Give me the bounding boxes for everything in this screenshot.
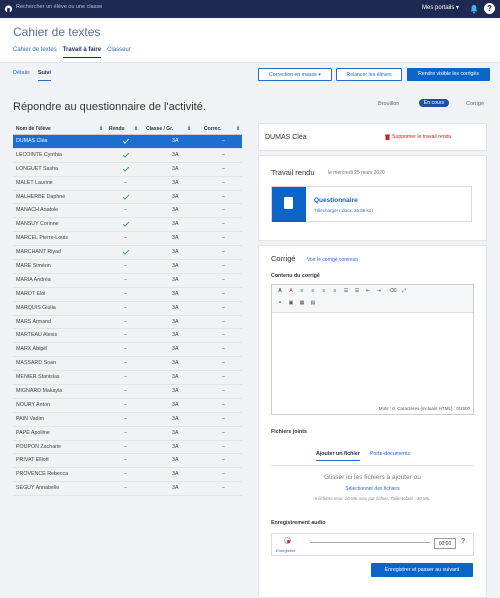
table-row[interactable] — [13, 163, 242, 177]
table-row[interactable] — [13, 218, 242, 232]
table-row[interactable] — [13, 260, 242, 274]
correction-cell: – — [222, 374, 225, 381]
table-row[interactable] — [13, 468, 242, 482]
correction-cell: – — [222, 443, 225, 450]
tab-travail-a-faire[interactable]: Travail à faire — [63, 47, 101, 58]
rendu-cell: – — [124, 443, 127, 450]
student-name-cell: MARS Armand — [16, 318, 52, 325]
drop-text: Glisser ici les fichiers à ajouter ou — [324, 474, 421, 481]
table-row[interactable] — [13, 232, 242, 246]
align-left-icon[interactable]: ≡ — [300, 288, 304, 294]
student-name-cell: MENIER Stanislas — [16, 374, 60, 381]
clear-format-icon[interactable]: ⌫ — [389, 288, 397, 294]
table-row[interactable] — [13, 288, 242, 302]
rendu-cell: – — [124, 304, 127, 311]
activity-title: Répondre au questionnaire de l'activité. — [13, 101, 206, 113]
table-row[interactable] — [13, 149, 242, 163]
col-rendu-header[interactable]: Rendu — [109, 126, 125, 132]
tab-porte-documents[interactable]: Porte-documents — [369, 451, 411, 457]
audio-recorder — [271, 533, 474, 556]
correction-cell: – — [222, 471, 225, 478]
correction-cell: – — [222, 263, 225, 270]
rendu-cell: – — [124, 318, 127, 325]
class-cell: 3A — [172, 290, 179, 297]
student-name-cell: MARX Abigël — [16, 346, 48, 353]
rendu-cell: – — [124, 388, 127, 395]
table-row[interactable] — [13, 413, 242, 427]
class-cell: 3A — [172, 485, 179, 492]
rendu-cell: – — [124, 179, 127, 186]
rendu-cell: – — [124, 332, 127, 339]
check-icon — [121, 135, 130, 148]
search-input[interactable]: Rechercher un élève ou une classe — [16, 4, 103, 10]
select-files-link[interactable]: Sélectionner des fichiers — [345, 486, 400, 492]
work-title: Travail rendu — [271, 168, 315, 177]
class-cell: 3A — [172, 138, 179, 144]
view-common-link[interactable]: Voir le corrigé commun — [307, 257, 359, 263]
table-row[interactable] — [13, 427, 242, 441]
detail-pane — [258, 123, 487, 598]
correction-cell: – — [222, 235, 225, 242]
student-name-cell: MARIA Andréa — [16, 276, 51, 283]
table-row[interactable] — [13, 329, 242, 343]
tab-add-file[interactable]: Ajouter un fichier — [316, 451, 360, 461]
font-size-icon[interactable]: A — [278, 288, 282, 294]
class-cell: 3A — [172, 221, 179, 228]
class-cell: 3A — [172, 457, 179, 464]
student-name-cell: MAROT Eloi — [16, 290, 46, 297]
student-name-cell: LONGUET Sasha — [16, 165, 58, 172]
student-name-cell: MASSARD Soan — [16, 360, 57, 367]
rendu-cell: – — [124, 207, 127, 214]
tab-suivi[interactable]: Suivi — [38, 70, 51, 81]
table-row[interactable] — [13, 274, 242, 288]
student-name-cell: DUMAS Cléa — [16, 138, 48, 144]
corrige-title: Corrigé — [271, 254, 296, 263]
class-cell: 3A — [172, 332, 179, 339]
table-row[interactable] — [13, 135, 242, 149]
student-name: DUMAS Cléa — [265, 134, 307, 141]
file-drop-zone[interactable] — [271, 465, 474, 510]
main-tabs — [13, 47, 137, 58]
correction-cell: – — [222, 485, 225, 492]
student-name-cell: PRIVAT Elliott — [16, 457, 49, 464]
table-row[interactable] — [13, 191, 242, 205]
corrige-panel — [258, 245, 487, 598]
student-name-cell: MANACH Anatole — [16, 207, 59, 214]
superscript-icon[interactable]: ⤢ — [401, 288, 406, 294]
check-icon — [121, 218, 130, 231]
status-current-badge: En cours — [419, 99, 449, 107]
correction-cell: – — [222, 179, 225, 186]
student-name-cell: NOURY Anton — [16, 401, 50, 408]
table-row[interactable] — [13, 246, 242, 260]
correction-cell: – — [222, 429, 225, 436]
rendre-visible-corriges-button[interactable]: Rendre visible les corrigés — [407, 68, 490, 81]
table-header — [13, 123, 242, 135]
check-icon — [121, 163, 130, 176]
check-icon — [121, 191, 130, 204]
class-cell: 3A — [172, 443, 179, 450]
table-row[interactable] — [13, 399, 242, 413]
rendu-cell: – — [124, 290, 127, 297]
relancer-eleves-button[interactable]: Relancer les élèves — [336, 68, 402, 81]
student-name-cell: MIGNARD Makayla — [16, 388, 63, 395]
audio-help-icon[interactable]: ? — [461, 538, 466, 545]
table-row[interactable] — [13, 454, 242, 468]
student-name-cell: POUPON Zacharie — [16, 443, 62, 450]
student-name-cell: MALET Laurine — [16, 179, 53, 186]
student-name-cell: LECOINTE Cynthia — [16, 151, 62, 158]
tab-details[interactable]: Détails — [13, 70, 30, 76]
rendu-cell: – — [124, 415, 127, 422]
student-name-cell: MANSUY Corinne — [16, 221, 59, 228]
work-date: le mercredi 25 mars 2020 — [328, 170, 385, 176]
student-name-cell: MALHERBE Daphné — [16, 193, 66, 200]
correction-en-masse-button[interactable]: Correction en masse ▾ — [258, 68, 332, 81]
student-name-cell: MARCHANT Riyad — [16, 249, 61, 256]
rendu-cell: – — [124, 457, 127, 464]
sort-icon[interactable]: ⇕ — [187, 126, 192, 132]
class-cell: 3A — [172, 401, 179, 408]
align-center-icon[interactable]: ≡ — [311, 288, 315, 294]
top-bar — [0, 0, 500, 18]
student-name-cell: MARE Siméon — [16, 263, 51, 270]
class-cell: 3A — [172, 471, 179, 478]
correction-cell: – — [222, 276, 225, 283]
correction-cell: – — [222, 360, 225, 367]
table-body — [13, 135, 242, 496]
class-cell: 3A — [172, 346, 179, 353]
logo-icon[interactable] — [4, 4, 13, 14]
rendu-cell: – — [124, 276, 127, 283]
justify-icon[interactable]: ≡ — [333, 288, 337, 294]
correction-cell: – — [222, 221, 225, 228]
rendu-cell: – — [124, 401, 127, 408]
correction-cell: – — [222, 193, 225, 200]
class-cell: 3A — [172, 193, 179, 200]
bullet-list-icon[interactable]: ☰ — [343, 288, 349, 294]
table-row[interactable] — [13, 343, 242, 357]
rendu-cell: – — [124, 346, 127, 353]
text-color-icon[interactable]: A — [289, 288, 293, 294]
table-row[interactable] — [13, 302, 242, 316]
rendu-cell: – — [124, 360, 127, 367]
rendu-cell: – — [124, 235, 127, 242]
correction-cell: – — [222, 332, 225, 339]
page-title: Cahier de textes — [13, 25, 101, 39]
drop-hint: 5 fichiers max, 10 Mo max par fichier, Taille totale : 30 Mo. — [314, 496, 431, 501]
correction-cell: – — [222, 249, 225, 256]
student-name-cell: MARQUIS Giulia — [16, 304, 56, 311]
portals-menu[interactable]: Mes portails ▾ — [422, 5, 460, 11]
numbered-list-icon[interactable]: ☰ — [354, 288, 360, 294]
class-cell: 3A — [172, 304, 179, 311]
outdent-icon[interactable]: ⇤ — [365, 288, 371, 294]
table-row[interactable] — [13, 482, 242, 496]
table-icon[interactable]: ▦ — [299, 300, 305, 306]
table-row[interactable] — [13, 316, 242, 330]
student-header-panel — [258, 123, 487, 151]
correction-cell: – — [222, 165, 225, 172]
rich-text-editor[interactable] — [271, 284, 474, 415]
tab-cahier-de-textes[interactable]: Cahier de textes — [13, 47, 57, 53]
sort-icon[interactable]: ⇕ — [99, 126, 104, 132]
status-draft: Brouillon — [378, 101, 400, 107]
character-count: Mots : 0, Caractères (incluant HTML) : 0/1500 — [378, 406, 470, 411]
class-cell: 3A — [172, 235, 179, 242]
rendu-cell: – — [124, 429, 127, 436]
student-name-cell: MARCEL Pierre-Louis — [16, 235, 68, 242]
students-table — [13, 123, 242, 496]
page-header — [0, 18, 500, 63]
table-row[interactable] — [13, 357, 242, 371]
class-cell: 3A — [172, 429, 179, 436]
align-right-icon[interactable]: ≡ — [322, 288, 326, 294]
table-row[interactable] — [13, 385, 242, 399]
class-cell: 3A — [172, 388, 179, 395]
rendu-cell: – — [124, 471, 127, 478]
sub-bar — [0, 64, 500, 84]
document-icon — [272, 187, 306, 222]
class-cell: 3A — [172, 249, 179, 256]
student-name-cell: MARTEAU Alexis — [16, 332, 58, 339]
editor-toolbar — [272, 285, 473, 313]
correction-cell: – — [222, 304, 225, 311]
correction-cell: – — [222, 138, 225, 144]
class-cell: 3A — [172, 263, 179, 270]
rendu-cell: – — [124, 374, 127, 381]
bell-icon[interactable] — [470, 4, 478, 14]
sub-tabs — [13, 70, 59, 81]
indent-icon[interactable]: ⇥ — [376, 288, 382, 294]
table-row[interactable] — [13, 441, 242, 455]
check-icon — [121, 246, 130, 259]
student-name-cell: PAPE Apolline — [16, 429, 50, 436]
student-name-cell: PROVENCE Rebecca — [16, 471, 69, 478]
table-row[interactable] — [13, 177, 242, 191]
download-link[interactable]: Télécharger (.docx, 26.86 ko) — [314, 208, 373, 213]
col-class-header[interactable]: Classe / Gr. — [146, 126, 174, 132]
status-corrected: Corrigé — [466, 101, 485, 107]
audio-label: Enregistrement audio — [271, 520, 326, 526]
tab-classeur[interactable]: Classeur — [107, 47, 131, 53]
media-icon[interactable]: ▤ — [310, 300, 316, 306]
table-row[interactable] — [13, 371, 242, 385]
check-icon — [121, 149, 130, 162]
class-cell: 3A — [172, 318, 179, 325]
correction-cell: – — [222, 346, 225, 353]
files-label: Fichiers joints — [271, 429, 307, 435]
record-label[interactable]: Enregistrer — [276, 548, 296, 553]
file-tabs — [316, 451, 410, 457]
file-name[interactable]: Questionnaire — [314, 197, 358, 204]
link-icon[interactable]: ⚭ — [277, 300, 283, 306]
audio-time: 00:00 — [434, 538, 456, 549]
table-row[interactable] — [13, 204, 242, 218]
col-corr-header[interactable]: Correc. — [204, 126, 222, 132]
help-icon[interactable]: ? — [484, 3, 495, 14]
student-name-cell: SEGUY Annabelle — [16, 485, 60, 492]
rendu-cell: – — [124, 263, 127, 270]
correction-cell: – — [222, 388, 225, 395]
correction-cell: – — [222, 290, 225, 297]
col-name-header[interactable]: Nom de l'élève — [16, 126, 51, 132]
file-card[interactable] — [271, 186, 472, 222]
sort-icon[interactable]: ⇕ — [236, 126, 241, 132]
class-cell: 3A — [172, 151, 179, 158]
correction-cell: – — [222, 415, 225, 422]
correction-cell: – — [222, 207, 225, 214]
student-name-cell: PAIN Vadim — [16, 415, 45, 422]
sort-icon[interactable]: ⇕ — [134, 126, 139, 132]
correction-cell: – — [222, 457, 225, 464]
class-cell: 3A — [172, 165, 179, 172]
image-icon[interactable]: ▣ — [288, 300, 294, 306]
class-cell: 3A — [172, 374, 179, 381]
correction-cell: – — [222, 401, 225, 408]
rendu-cell: – — [124, 485, 127, 492]
class-cell: 3A — [172, 276, 179, 283]
content-label: Contenu du corrigé — [271, 273, 320, 279]
class-cell: 3A — [172, 207, 179, 214]
work-panel — [258, 155, 487, 241]
trash-icon[interactable] — [385, 134, 390, 140]
save-next-button[interactable]: Enregistrer et passer au suivant — [371, 563, 473, 577]
correction-cell: – — [222, 151, 225, 158]
audio-track[interactable] — [310, 542, 430, 543]
delete-work-link[interactable]: Supprimer le travail rendu — [392, 134, 452, 140]
class-cell: 3A — [172, 360, 179, 367]
correction-cell: – — [222, 318, 225, 325]
record-icon[interactable] — [284, 537, 291, 544]
class-cell: 3A — [172, 179, 179, 186]
class-cell: 3A — [172, 415, 179, 422]
